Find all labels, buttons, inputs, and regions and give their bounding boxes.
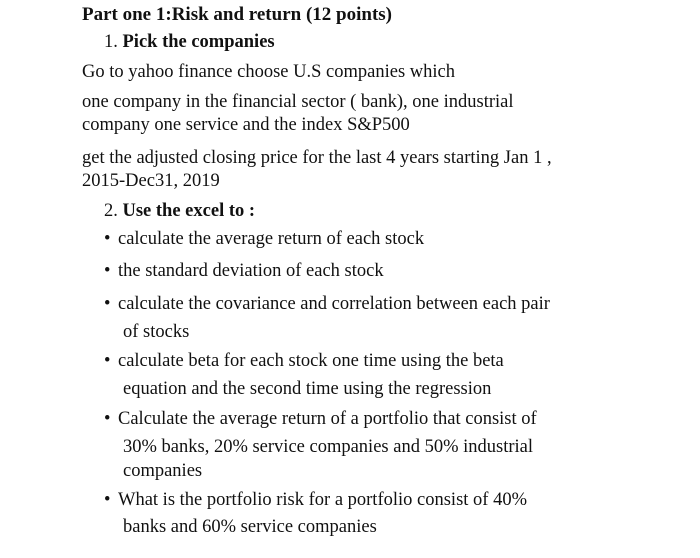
section-2-title: Use the excel to : bbox=[122, 201, 256, 221]
bullet-item-3-continuation: of stocks bbox=[123, 322, 190, 342]
bullet-item-5-continuation-1: 30% banks, 20% service companies and 50% industrial bbox=[123, 437, 533, 457]
section-2-number: 2. bbox=[104, 201, 123, 221]
bullet-text: calculate the covariance and correlation between each pair bbox=[118, 294, 550, 314]
bullet-text: calculate the average return of each stock bbox=[118, 229, 425, 249]
section-1-line-1: Go to yahoo finance choose U.S companies which bbox=[82, 62, 455, 82]
section-1-line-4: get the adjusted closing price for the last 4 years starting Jan 1 , bbox=[82, 148, 552, 168]
bullet-item-4-continuation: equation and the second time using the regression bbox=[123, 379, 492, 399]
bullet-icon: • bbox=[104, 490, 111, 510]
bullet-item-6-continuation: banks and 60% service companies bbox=[123, 517, 377, 537]
section-1-heading bbox=[104, 31, 275, 53]
section-1-line-5: 2015-Dec31, 2019 bbox=[82, 171, 220, 191]
bullet-item-1 bbox=[104, 228, 424, 250]
section-1-line-2: one company in the financial sector ( bank), one industrial bbox=[82, 92, 514, 112]
bullet-item-3 bbox=[104, 293, 550, 315]
section-1-number: 1. bbox=[104, 32, 123, 52]
page-title: Part one 1:Risk and return (12 points) bbox=[82, 4, 392, 25]
bullet-text: calculate beta for each stock one time using the beta bbox=[118, 351, 504, 371]
bullet-icon: • bbox=[104, 409, 111, 429]
bullet-item-2 bbox=[104, 260, 384, 282]
section-2-heading bbox=[104, 200, 255, 222]
bullet-item-4 bbox=[104, 350, 504, 372]
bullet-icon: • bbox=[104, 261, 111, 281]
bullet-text: What is the portfolio risk for a portfolio consist of 40% bbox=[118, 490, 527, 510]
bullet-item-5-continuation-2: companies bbox=[123, 461, 203, 481]
bullet-text: Calculate the average return of a portfolio that consist of bbox=[118, 409, 537, 429]
section-1-title: Pick the companies bbox=[122, 32, 275, 52]
bullet-icon: • bbox=[104, 294, 111, 314]
bullet-icon: • bbox=[104, 229, 111, 249]
bullet-text: the standard deviation of each stock bbox=[118, 261, 384, 281]
section-1-line-3: company one service and the index S&P500 bbox=[82, 115, 410, 135]
bullet-item-6 bbox=[104, 489, 527, 511]
bullet-icon: • bbox=[104, 351, 111, 371]
bullet-item-5 bbox=[104, 408, 537, 430]
